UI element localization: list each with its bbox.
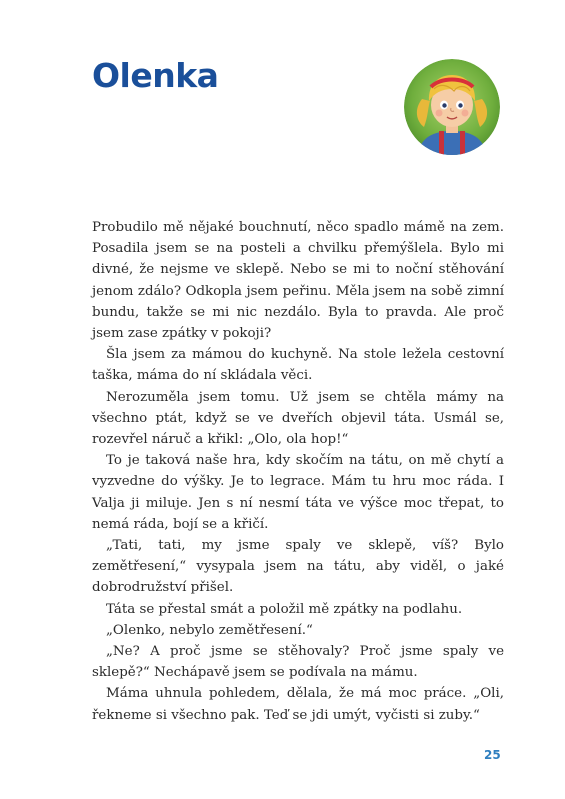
paragraph: Nerozuměla jsem tomu. Už jsem se chtěla mámy na všechno ptát, když se ve dveřích objevil táta. Usmál se, rozevřel náruč a křikl: „Olo, ola hop!“ bbox=[92, 389, 504, 448]
paragraph: To je taková naše hra, kdy skočím na tátu, on mě chytí a vyzvedne do výšky. Je to legrace. Mám tu hru moc ráda. I Valja ji miluje. Jen s ní nesmí táta ve výšce moc třepat, to nemá ráda, bojí se a křičí. bbox=[92, 453, 504, 532]
chapter-title: Olenka bbox=[92, 56, 219, 95]
paragraph: Probudilo mě nějaké bouchnutí, něco spadlo mámě na zem. Posadila jsem se na posteli a chvilku přemýšlela. Bylo mi divné, že nejsme ve sklepě. Nebo se mi to noční stěhování jenom zdálo? Odkopla jsem peřinu. Měla jsem na sobě zimní bundu, takže se mi nic nezdálo. Byla to pravda. Ale proč jsem zase zpátky v pokoji? bbox=[92, 220, 504, 342]
paragraph: „Ne? A proč jsme se stěhovaly? Proč jsme spaly ve sklepě?“ Nechápavě jsem se podívala na mámu. bbox=[92, 644, 504, 681]
girl-portrait-icon bbox=[404, 59, 500, 155]
paragraph: Táta se přestal smát a položil mě zpátky na podlahu. bbox=[106, 601, 463, 617]
page-number: 25 bbox=[484, 748, 501, 762]
paragraph: Šla jsem za mámou do kuchyně. Na stole ležela cestovní taška, máma do ní skládala věci. bbox=[92, 347, 504, 384]
paragraph: Máma uhnula pohledem, dělala, že má moc práce. „Oli, řekneme si všechno pak. Teď se jdi umýt, vyčisti si zuby.“ bbox=[92, 686, 504, 723]
paragraph: „Tati, tati, my jsme spaly ve sklepě, víš? Bylo zemětřesení,“ vysypala jsem na tátu, aby viděl, o jaké dobrodružství přišel. bbox=[92, 538, 504, 596]
paragraph: „Olenko, nebylo zemětřesení.“ bbox=[106, 622, 313, 638]
story-text bbox=[92, 217, 504, 726]
